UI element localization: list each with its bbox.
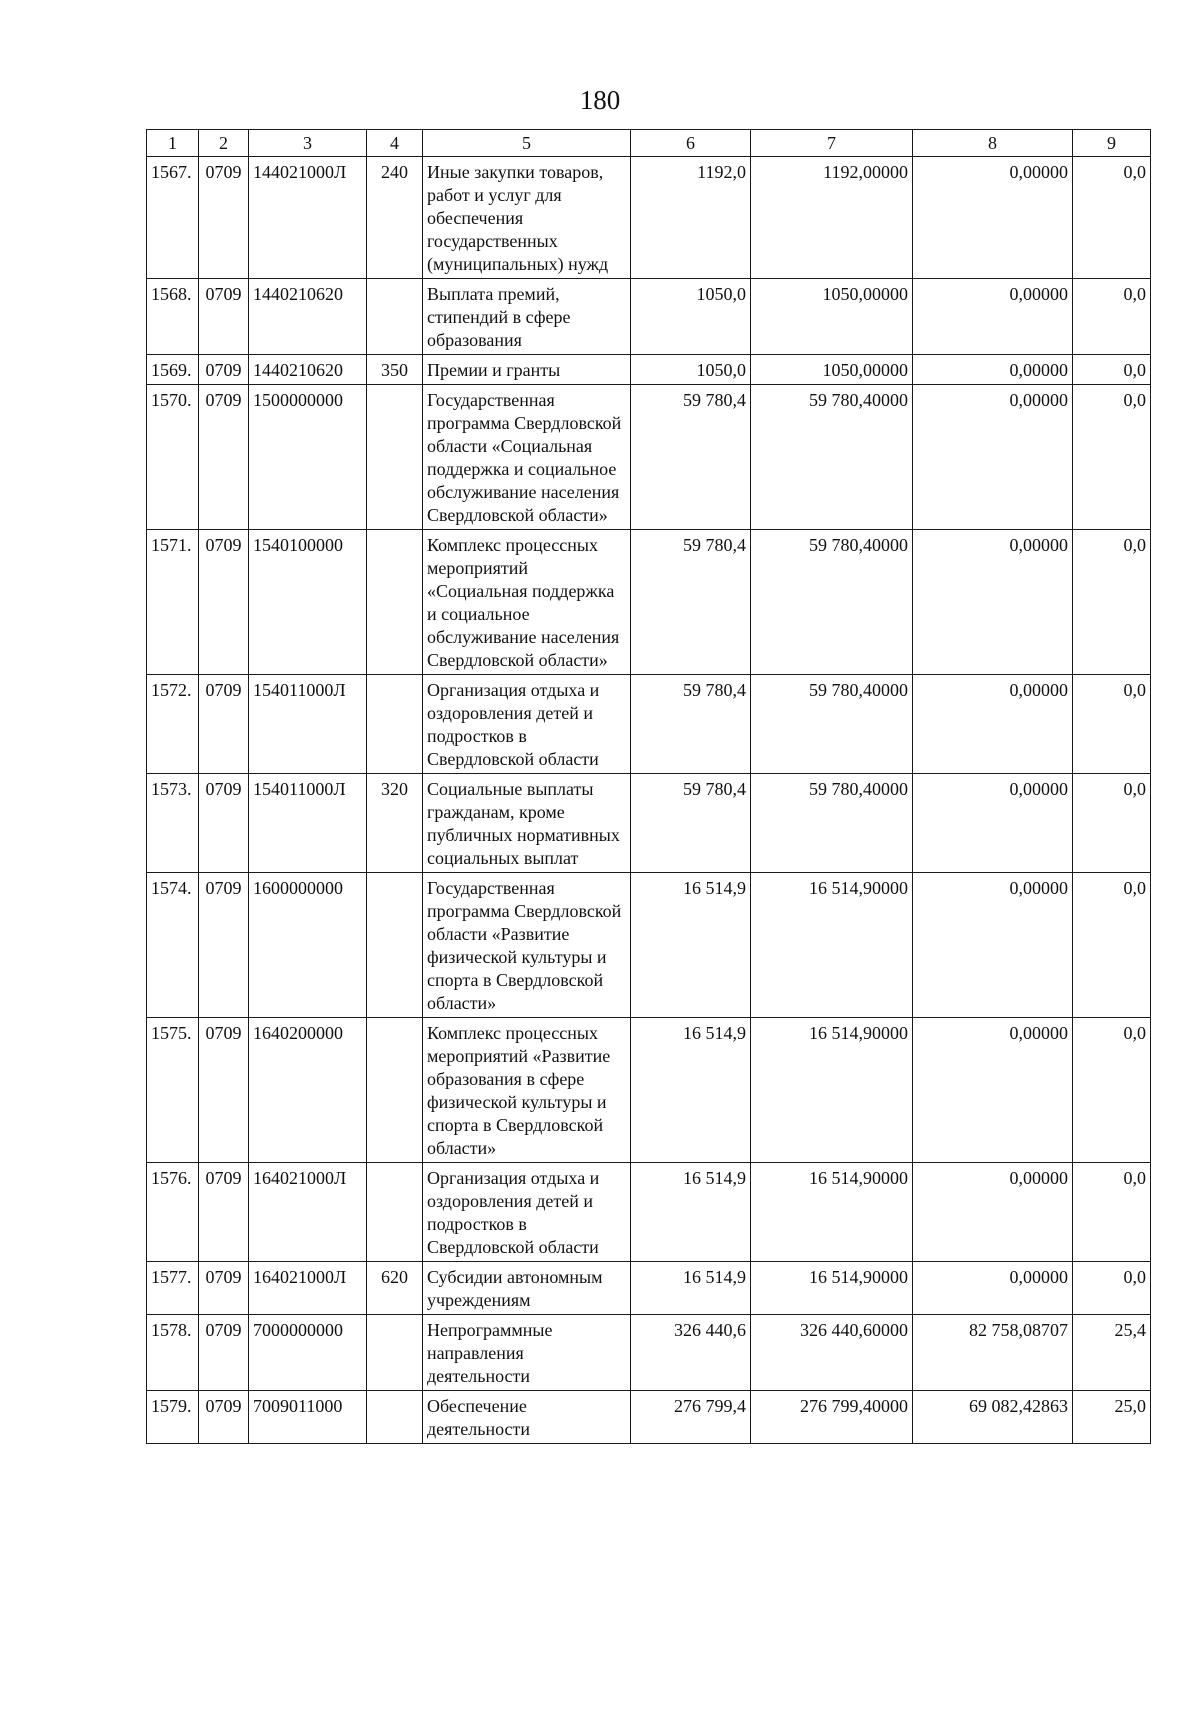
table-row xyxy=(147,1163,1151,1262)
expense-kind-cell xyxy=(367,1391,423,1444)
row-number-cell: 1569. xyxy=(147,355,199,385)
section-code-cell: 0709 xyxy=(199,157,249,279)
section-code-cell: 0709 xyxy=(199,1391,249,1444)
column-header: 3 xyxy=(249,130,367,157)
amount-col7-cell: 1050,00000 xyxy=(751,279,913,355)
amount-col7-cell: 16 514,90000 xyxy=(751,1163,913,1262)
percent-col9-cell: 0,0 xyxy=(1073,385,1151,530)
amount-col6-cell: 59 780,4 xyxy=(631,385,751,530)
row-number-cell: 1571. xyxy=(147,530,199,675)
column-header: 1 xyxy=(147,130,199,157)
amount-col7-cell: 59 780,40000 xyxy=(751,530,913,675)
section-code-cell: 0709 xyxy=(199,530,249,675)
expense-kind-cell xyxy=(367,279,423,355)
percent-col9-cell: 0,0 xyxy=(1073,774,1151,873)
section-code-cell: 0709 xyxy=(199,279,249,355)
column-header: 7 xyxy=(751,130,913,157)
table-row xyxy=(147,1315,1151,1391)
section-code-cell: 0709 xyxy=(199,1163,249,1262)
expense-kind-cell: 240 xyxy=(367,157,423,279)
section-code-cell: 0709 xyxy=(199,873,249,1018)
table-row xyxy=(147,873,1151,1018)
page-number: 180 xyxy=(579,85,621,115)
amount-col6-cell: 59 780,4 xyxy=(631,530,751,675)
amount-col8-cell: 0,00000 xyxy=(913,1262,1073,1315)
item-name-cell: Социальные выплаты гражданам, кроме публичных нормативных социальных выплат xyxy=(423,774,631,873)
amount-col7-cell: 276 799,40000 xyxy=(751,1391,913,1444)
table-row xyxy=(147,774,1151,873)
expense-kind-cell xyxy=(367,1018,423,1163)
table-row xyxy=(147,355,1151,385)
section-code-cell: 0709 xyxy=(199,355,249,385)
amount-col7-cell: 1050,00000 xyxy=(751,355,913,385)
expense-kind-cell xyxy=(367,530,423,675)
amount-col7-cell: 1192,00000 xyxy=(751,157,913,279)
table-row xyxy=(147,1391,1151,1444)
amount-col7-cell: 59 780,40000 xyxy=(751,385,913,530)
item-name-cell: Организация отдыха и оздоровления детей и подростков в Свердловской области xyxy=(423,1163,631,1262)
target-code-cell: 1600000000 xyxy=(249,873,367,1018)
target-code-cell: 1540100000 xyxy=(249,530,367,675)
amount-col7-cell: 326 440,60000 xyxy=(751,1315,913,1391)
percent-col9-cell: 25,0 xyxy=(1073,1391,1151,1444)
amount-col6-cell: 1192,0 xyxy=(631,157,751,279)
item-name-cell: Комплекс процессных мероприятий «Социальная поддержка и социальное обслуживание населения Свердловской области» xyxy=(423,530,631,675)
expense-kind-cell: 350 xyxy=(367,355,423,385)
column-header: 6 xyxy=(631,130,751,157)
amount-col8-cell: 0,00000 xyxy=(913,1163,1073,1262)
percent-col9-cell: 0,0 xyxy=(1073,675,1151,774)
item-name-cell: Комплекс процессных мероприятий «Развитие образования в сфере физической культуры и спорта в Свердловской области» xyxy=(423,1018,631,1163)
item-name-cell: Субсидии автономным учреждениям xyxy=(423,1262,631,1315)
section-code-cell: 0709 xyxy=(199,1018,249,1163)
section-code-cell: 0709 xyxy=(199,675,249,774)
row-number-cell: 1574. xyxy=(147,873,199,1018)
amount-col8-cell: 0,00000 xyxy=(913,774,1073,873)
expense-kind-cell xyxy=(367,385,423,530)
expense-kind-cell xyxy=(367,675,423,774)
column-header: 5 xyxy=(423,130,631,157)
table-row xyxy=(147,385,1151,530)
column-header: 4 xyxy=(367,130,423,157)
expense-kind-cell: 320 xyxy=(367,774,423,873)
table-row xyxy=(147,1262,1151,1315)
amount-col8-cell: 0,00000 xyxy=(913,279,1073,355)
row-number-cell: 1573. xyxy=(147,774,199,873)
row-number-cell: 1572. xyxy=(147,675,199,774)
target-code-cell: 1440210620 xyxy=(249,355,367,385)
row-number-cell: 1575. xyxy=(147,1018,199,1163)
percent-col9-cell: 0,0 xyxy=(1073,1262,1151,1315)
item-name-cell: Государственная программа Свердловской области «Развитие физической культуры и спорта в Свердловской области» xyxy=(423,873,631,1018)
target-code-cell: 1640200000 xyxy=(249,1018,367,1163)
amount-col8-cell: 69 082,42863 xyxy=(913,1391,1073,1444)
amount-col7-cell: 16 514,90000 xyxy=(751,1262,913,1315)
item-name-cell: Государственная программа Свердловской области «Социальная поддержка и социальное обслуживание населения Свердловской области» xyxy=(423,385,631,530)
table-row xyxy=(147,675,1151,774)
amount-col8-cell: 82 758,08707 xyxy=(913,1315,1073,1391)
table-row xyxy=(147,279,1151,355)
amount-col7-cell: 59 780,40000 xyxy=(751,774,913,873)
expense-kind-cell xyxy=(367,1315,423,1391)
amount-col7-cell: 16 514,90000 xyxy=(751,873,913,1018)
amount-col7-cell: 16 514,90000 xyxy=(751,1018,913,1163)
item-name-cell: Обеспечение деятельности xyxy=(423,1391,631,1444)
target-code-cell: 154011000Л xyxy=(249,774,367,873)
expense-kind-cell xyxy=(367,873,423,1018)
item-name-cell: Премии и гранты xyxy=(423,355,631,385)
amount-col6-cell: 1050,0 xyxy=(631,279,751,355)
percent-col9-cell: 0,0 xyxy=(1073,279,1151,355)
amount-col6-cell: 276 799,4 xyxy=(631,1391,751,1444)
target-code-cell: 164021000Л xyxy=(249,1163,367,1262)
column-header: 9 xyxy=(1073,130,1151,157)
percent-col9-cell: 0,0 xyxy=(1073,1018,1151,1163)
row-number-cell: 1567. xyxy=(147,157,199,279)
expense-kind-cell xyxy=(367,1163,423,1262)
amount-col8-cell: 0,00000 xyxy=(913,157,1073,279)
percent-col9-cell: 0,0 xyxy=(1073,530,1151,675)
amount-col6-cell: 1050,0 xyxy=(631,355,751,385)
amount-col8-cell: 0,00000 xyxy=(913,530,1073,675)
row-number-cell: 1568. xyxy=(147,279,199,355)
target-code-cell: 7009011000 xyxy=(249,1391,367,1444)
section-code-cell: 0709 xyxy=(199,1315,249,1391)
item-name-cell: Организация отдыха и оздоровления детей и подростков в Свердловской области xyxy=(423,675,631,774)
amount-col7-cell: 59 780,40000 xyxy=(751,675,913,774)
row-number-cell: 1570. xyxy=(147,385,199,530)
amount-col8-cell: 0,00000 xyxy=(913,385,1073,530)
amount-col6-cell: 59 780,4 xyxy=(631,774,751,873)
amount-col8-cell: 0,00000 xyxy=(913,873,1073,1018)
item-name-cell: Непрограммные направления деятельности xyxy=(423,1315,631,1391)
target-code-cell: 1500000000 xyxy=(249,385,367,530)
item-name-cell: Иные закупки товаров, работ и услуг для обеспечения государственных (муниципальных) нужд xyxy=(423,157,631,279)
percent-col9-cell: 0,0 xyxy=(1073,1163,1151,1262)
target-code-cell: 154011000Л xyxy=(249,675,367,774)
header-row xyxy=(147,130,1151,157)
amount-col8-cell: 0,00000 xyxy=(913,675,1073,774)
row-number-cell: 1578. xyxy=(147,1315,199,1391)
row-number-cell: 1579. xyxy=(147,1391,199,1444)
item-name-cell: Выплата премий, стипендий в сфере образования xyxy=(423,279,631,355)
amount-col6-cell: 16 514,9 xyxy=(631,1163,751,1262)
section-code-cell: 0709 xyxy=(199,385,249,530)
amount-col8-cell: 0,00000 xyxy=(913,1018,1073,1163)
percent-col9-cell: 0,0 xyxy=(1073,157,1151,279)
amount-col6-cell: 16 514,9 xyxy=(631,1018,751,1163)
amount-col6-cell: 59 780,4 xyxy=(631,675,751,774)
amount-col8-cell: 0,00000 xyxy=(913,355,1073,385)
percent-col9-cell: 0,0 xyxy=(1073,873,1151,1018)
column-header: 2 xyxy=(199,130,249,157)
target-code-cell: 1440210620 xyxy=(249,279,367,355)
expense-kind-cell: 620 xyxy=(367,1262,423,1315)
row-number-cell: 1576. xyxy=(147,1163,199,1262)
table-row xyxy=(147,157,1151,279)
column-header: 8 xyxy=(913,130,1073,157)
row-number-cell: 1577. xyxy=(147,1262,199,1315)
amount-col6-cell: 326 440,6 xyxy=(631,1315,751,1391)
amount-col6-cell: 16 514,9 xyxy=(631,1262,751,1315)
amount-col6-cell: 16 514,9 xyxy=(631,873,751,1018)
table-row xyxy=(147,530,1151,675)
percent-col9-cell: 25,4 xyxy=(1073,1315,1151,1391)
target-code-cell: 144021000Л xyxy=(249,157,367,279)
table-row xyxy=(147,1018,1151,1163)
section-code-cell: 0709 xyxy=(199,1262,249,1315)
section-code-cell: 0709 xyxy=(199,774,249,873)
target-code-cell: 164021000Л xyxy=(249,1262,367,1315)
target-code-cell: 7000000000 xyxy=(249,1315,367,1391)
percent-col9-cell: 0,0 xyxy=(1073,355,1151,385)
budget-table xyxy=(146,129,1151,1444)
